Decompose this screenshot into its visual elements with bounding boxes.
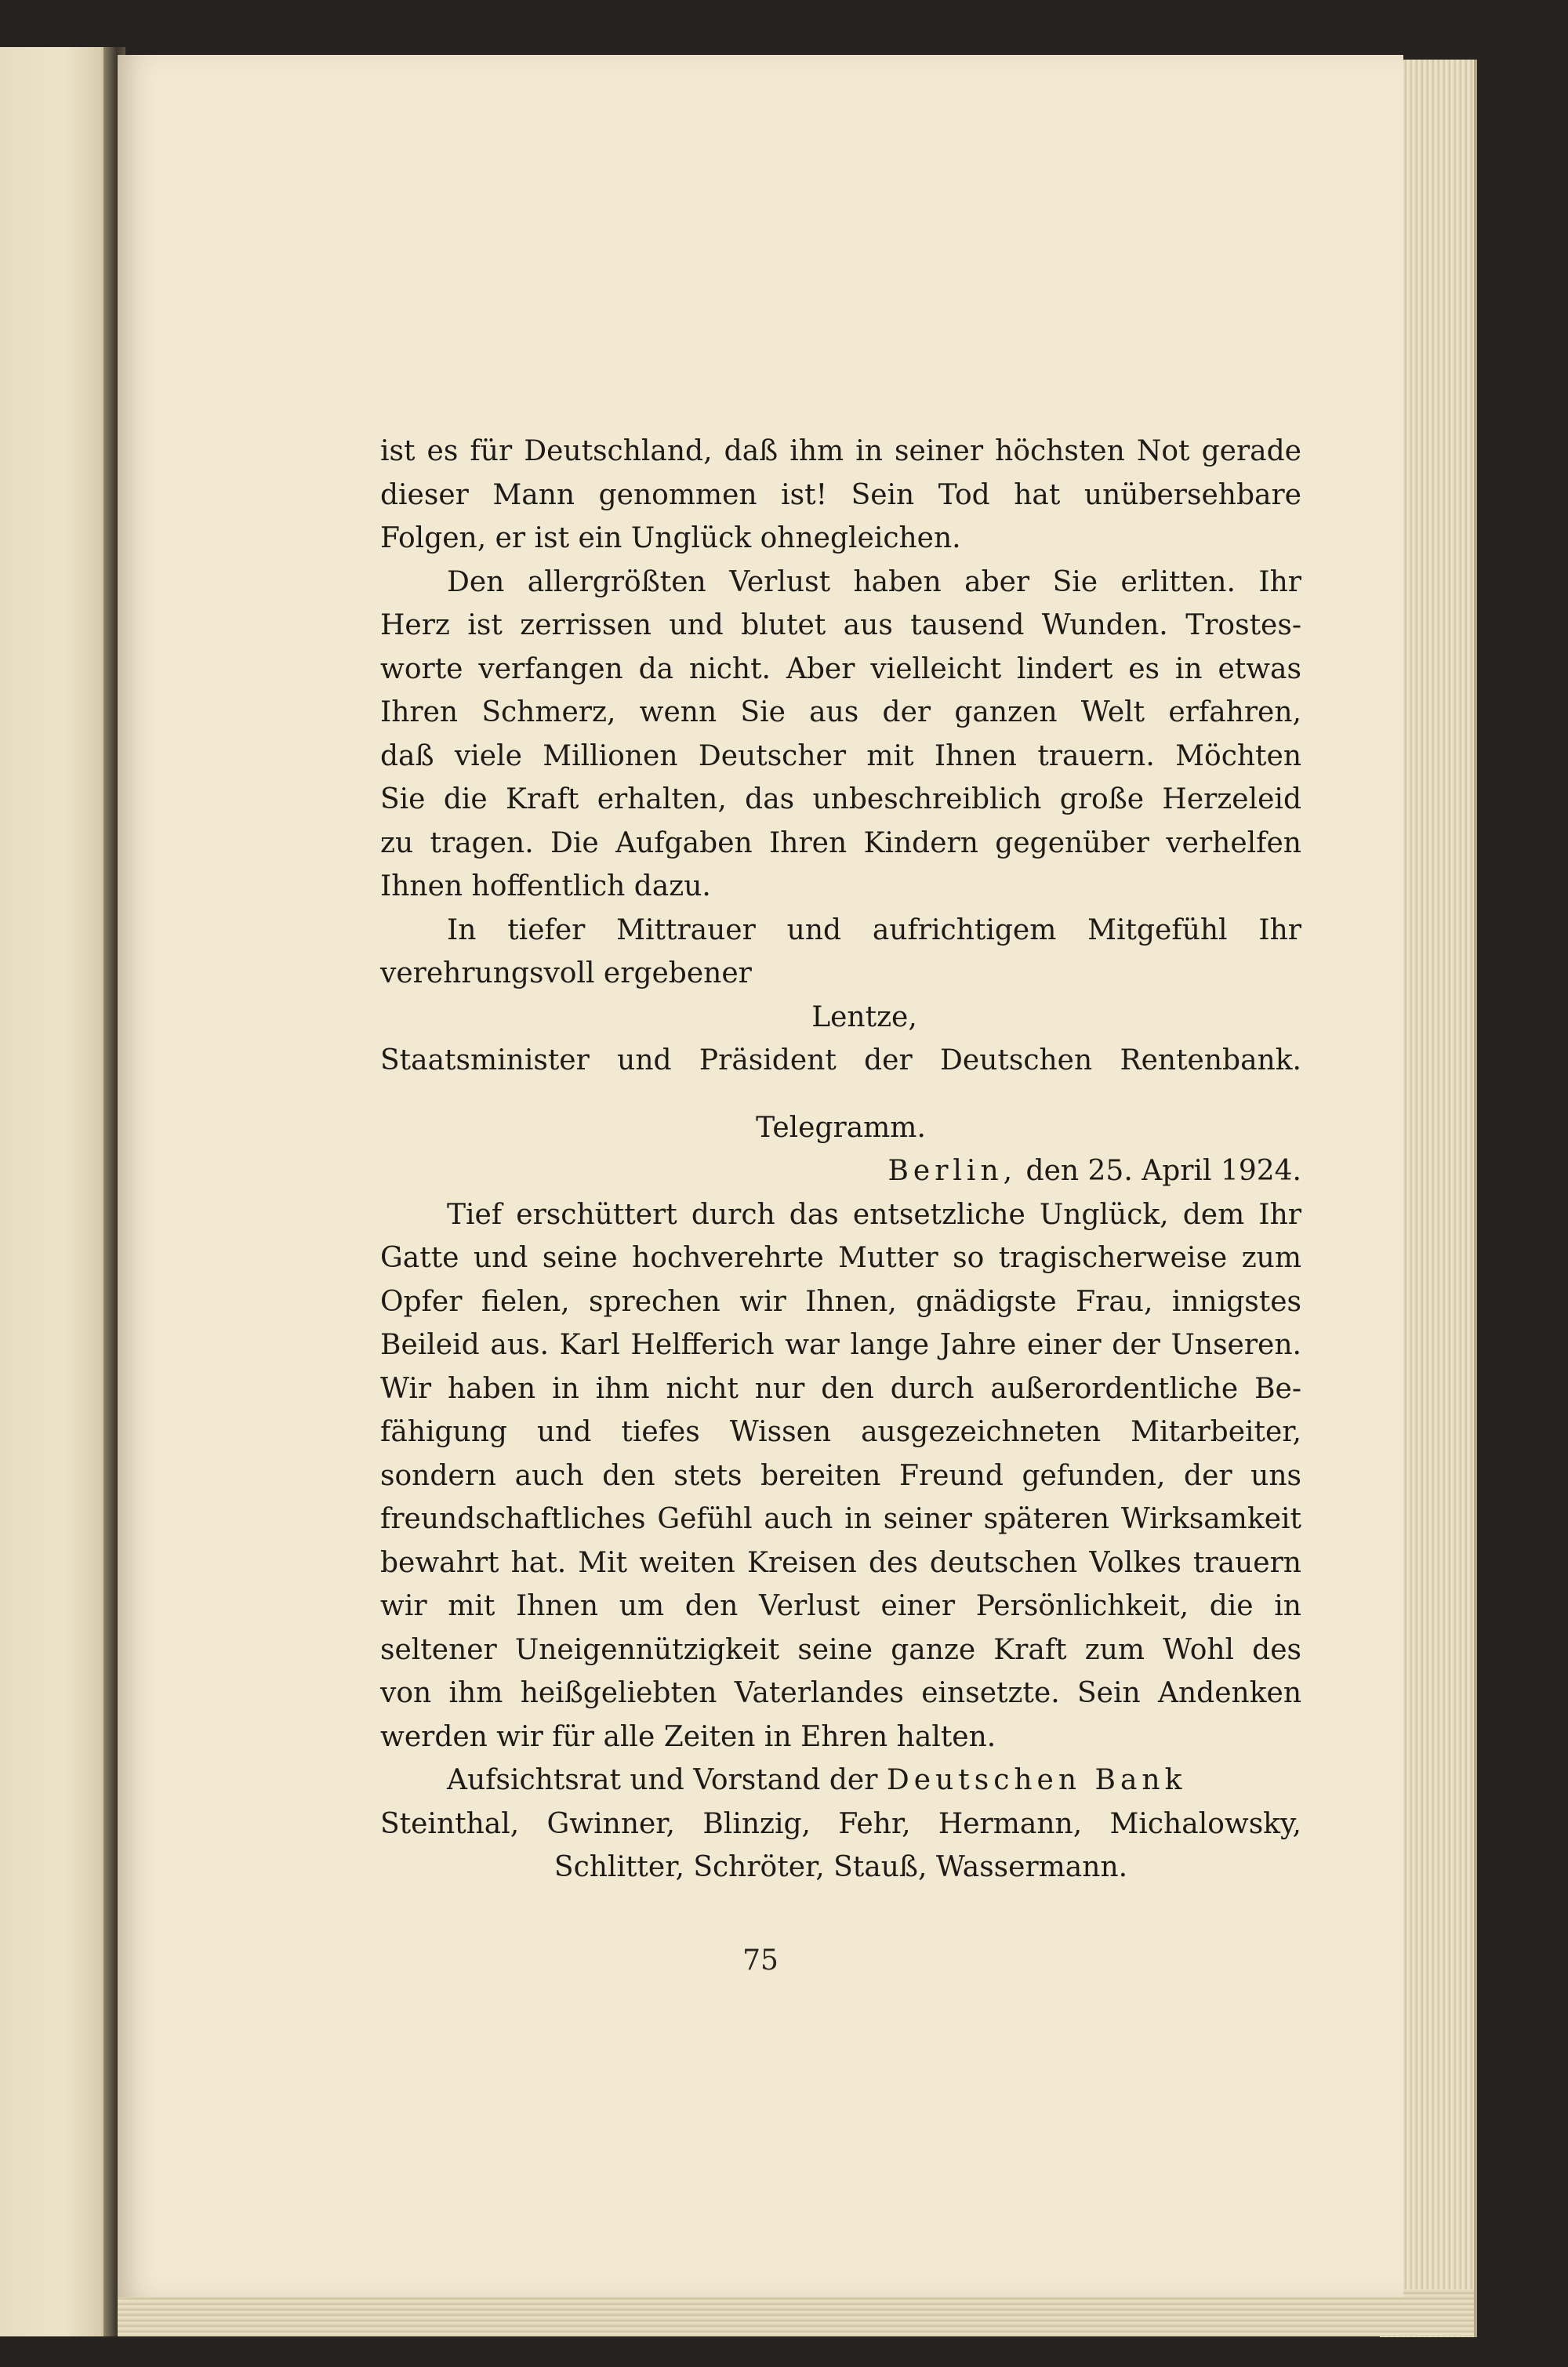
text-line: Den allergrößten Verlust haben aber Sie erlitten. Ihr: [447, 565, 1301, 598]
text-line: werden wir für alle Zeiten in Ehren halten.: [380, 1720, 996, 1753]
text-line: fähigung und tiefes Wissen ausgezeichneten Mitarbeiter,: [380, 1416, 1301, 1448]
text-line: sondern auch den stets bereiten Freund gefunden, der uns: [380, 1459, 1301, 1492]
text-line: dieser Mann genommen ist! Sein Tod hat unübersehbare: [380, 478, 1301, 511]
signatories-line: Schlitter, Schröter, Stauß, Wassermann.: [554, 1851, 1128, 1883]
telegram: [380, 1106, 1301, 1890]
telegram-heading: Telegramm.: [756, 1111, 926, 1144]
text-line: Beileid aus. Karl Helfferich war lange Jahre einer der Unseren.: [380, 1329, 1301, 1361]
telegram-sender: [380, 1759, 1301, 1802]
text-line: Opfer fielen, sprechen wir Ihnen, gnädigste Frau, innigstes: [380, 1285, 1301, 1318]
telegram-dateline: [380, 1149, 1301, 1193]
text-line: Herz ist zerrissen und blutet aus tausend Wunden. Trostes-: [380, 609, 1301, 641]
text-line: Wir haben in ihm nicht nur den durch außerordentliche Be-: [380, 1372, 1301, 1405]
text-line: ist es für Deutschland, daß ihm in seiner höchsten Not gerade: [380, 435, 1301, 467]
text-line: daß viele Millionen Deutscher mit Ihnen trauern. Möchten: [380, 739, 1301, 772]
sender-bank: Deutschen Bank: [886, 1764, 1187, 1796]
telegram-date: den 25. April 1924.: [1025, 1155, 1301, 1187]
text-line: worte verfangen da nicht. Aber vielleicht lindert es in etwas: [380, 652, 1301, 685]
text-line: freundschaftliches Gefühl auch in seiner späteren Wirksamkeit: [380, 1503, 1301, 1535]
text-line: seltener Uneigennützigkeit seine ganze Kraft zum Wohl des: [380, 1633, 1301, 1666]
page-text: [380, 430, 1301, 1890]
page-number: 75: [742, 1944, 779, 1977]
left-page: [0, 47, 118, 2336]
telegram-place: Berlin,: [887, 1155, 1018, 1187]
text-line: zu tragen. Die Aufgaben Ihren Kindern gegenüber verhelfen: [380, 826, 1301, 859]
text-line: verehrungsvoll ergebener: [380, 957, 752, 989]
text-line: Tief erschüttert durch das entsetzliche Unglück, dem Ihr: [447, 1198, 1301, 1231]
text-line: Ihnen hoffentlich dazu.: [380, 870, 711, 902]
signatories-line: Steinthal, Gwinner, Blinzig, Fehr, Hermann, Michalowsky,: [380, 1807, 1301, 1840]
section-gap: [380, 1083, 1301, 1106]
text-line: In tiefer Mittrauer und aufrichtigem Mitgefühl Ihr: [447, 913, 1301, 946]
signature-name: Lentze,: [811, 1000, 917, 1033]
text-line: Sie die Kraft erhalten, das unbeschreiblich große Herzeleid: [380, 783, 1301, 815]
signature-title: Staatsminister und Präsident der Deutschen Rentenbank.: [380, 1044, 1301, 1076]
book-page: [118, 55, 1403, 2297]
sender-prefix: Aufsichtsrat und Vorstand der: [447, 1764, 878, 1796]
text-line: wir mit Ihnen um den Verlust einer Persönlichkeit, die in: [380, 1590, 1301, 1622]
text-line: von ihm heißgeliebten Vaterlandes einsetzte. Sein Andenken: [380, 1677, 1301, 1709]
letter-body: [380, 430, 1301, 1083]
text-line: Ihren Schmerz, wenn Sie aus der ganzen Welt erfahren,: [380, 696, 1301, 728]
text-line: Gatte und seine hochverehrte Mutter so tragischerweise zum: [380, 1242, 1301, 1274]
text-line: bewahrt hat. Mit weiten Kreisen des deutschen Volkes trauern: [380, 1546, 1301, 1579]
text-line: Folgen, er ist ein Unglück ohnegleichen.: [380, 522, 961, 554]
